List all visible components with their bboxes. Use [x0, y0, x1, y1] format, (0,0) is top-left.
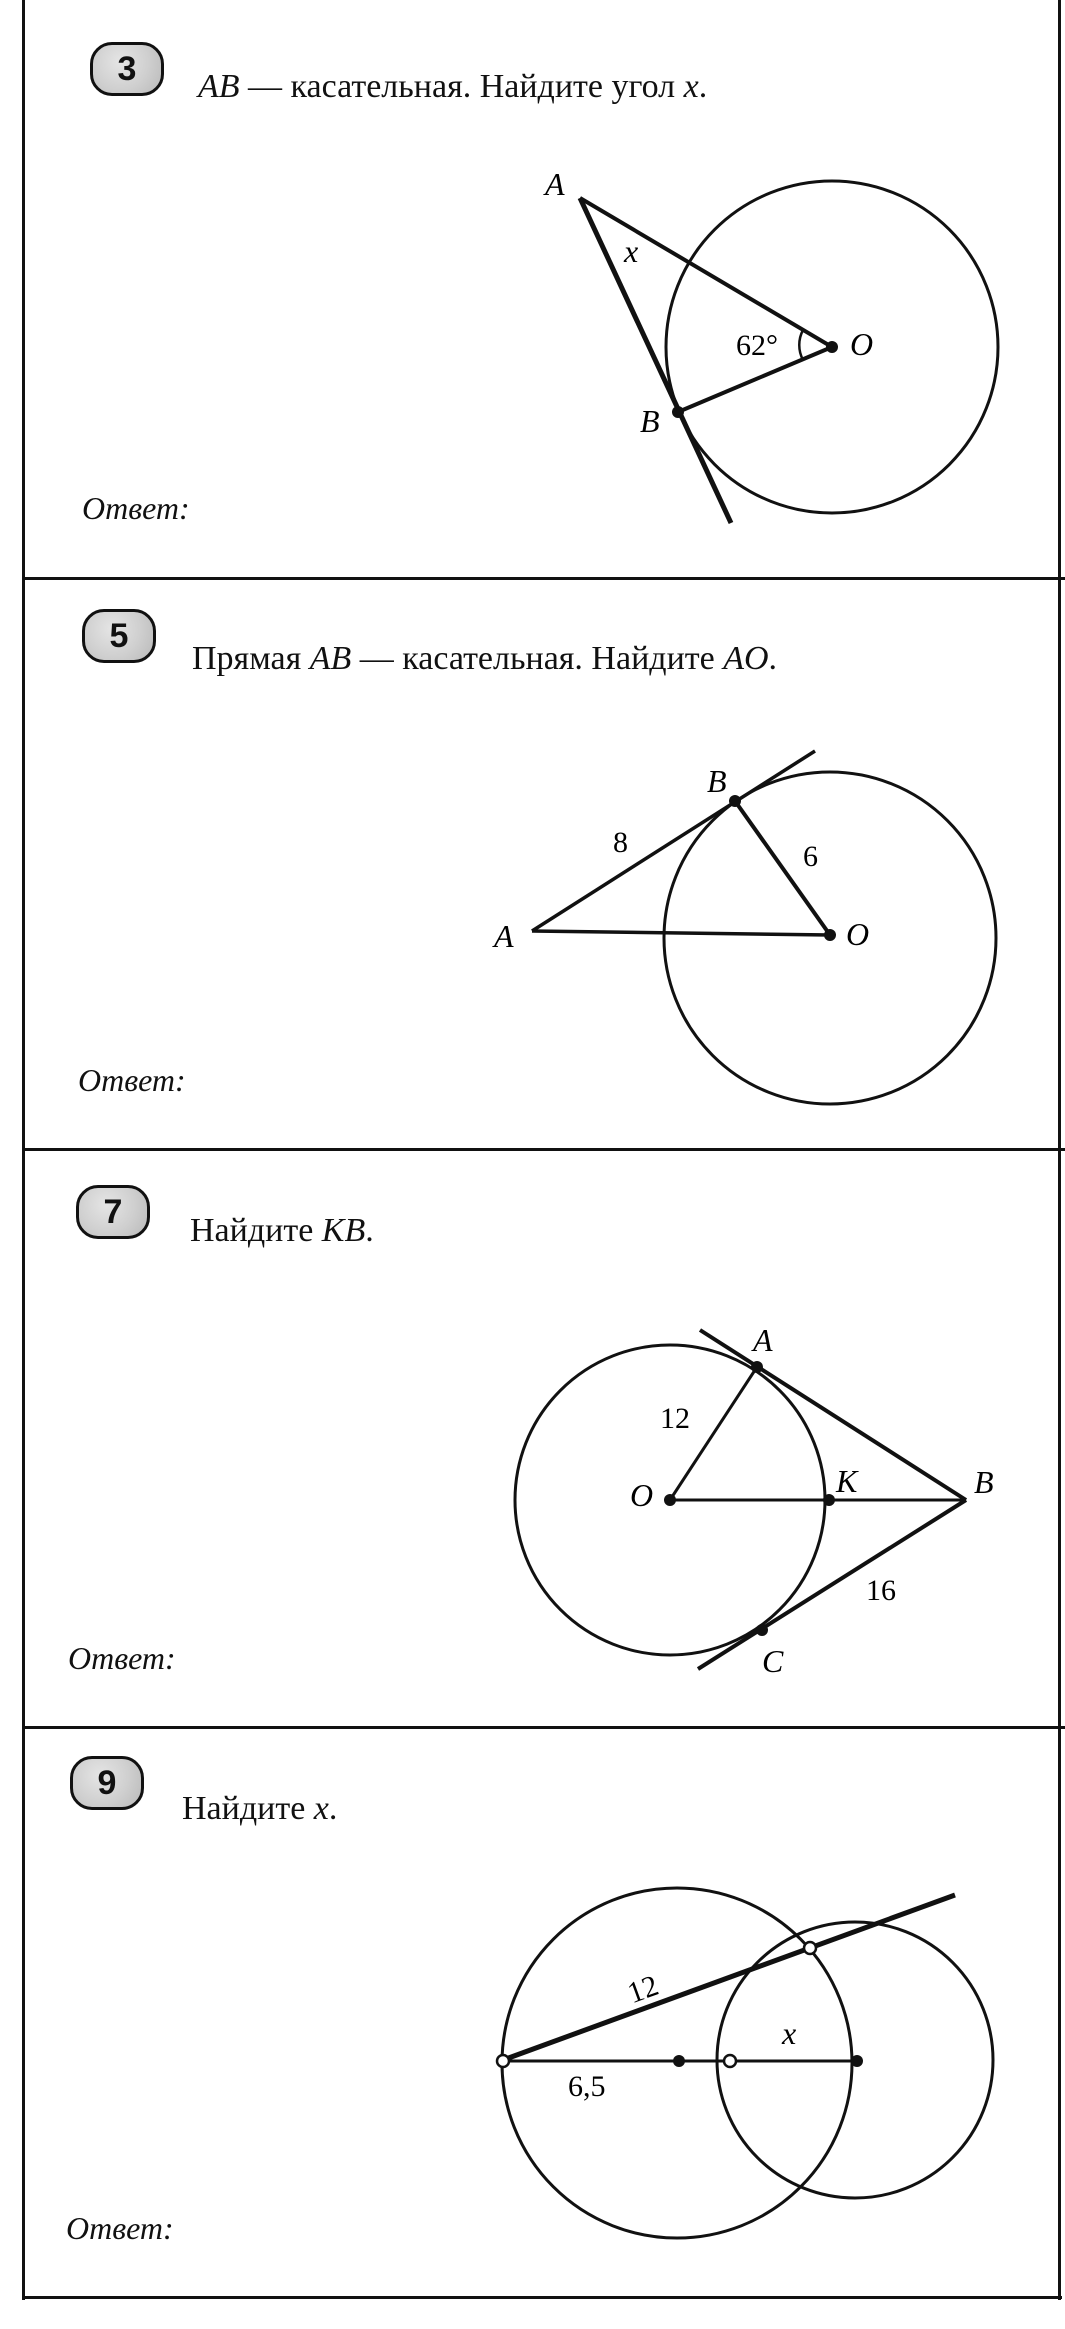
label-c: C: [762, 1643, 784, 1679]
problem-prompt: Найдите KB.: [190, 1212, 374, 1249]
answer-label: Ответ:: [78, 1062, 186, 1098]
problem-number-badge: 7: [76, 1185, 150, 1239]
small-center-point: [851, 2055, 863, 2067]
point-left: [497, 2055, 509, 2067]
label-ab-length: 8: [613, 826, 628, 859]
label-b: B: [640, 403, 660, 439]
point-inner: [724, 2055, 736, 2067]
label-chord-length: 12: [623, 1968, 663, 2011]
label-oa-length: 12: [660, 1402, 690, 1435]
label-o: O: [846, 916, 870, 952]
answer-label: Ответ:: [68, 1640, 176, 1676]
label-bo-length: 6: [803, 840, 818, 873]
label-b: B: [707, 763, 727, 799]
label-x: x: [624, 233, 639, 269]
intersection-point: [804, 1942, 816, 1954]
secant-line: [503, 1895, 955, 2060]
label-angle: 62°: [736, 329, 778, 362]
problem-number-badge: 3: [90, 42, 164, 96]
label-bc-length: 16: [866, 1574, 896, 1607]
problem-number-badge: 9: [70, 1756, 144, 1810]
label-a: A: [545, 166, 565, 202]
label-a: A: [494, 918, 514, 954]
problem-prompt: Прямая AB — касательная. Найдите AO.: [192, 640, 778, 677]
problem-prompt: AB — касательная. Найдите угол x.: [198, 68, 708, 105]
problem-prompt: Найдите x.: [182, 1790, 338, 1827]
problem-number-badge: 5: [82, 609, 156, 663]
large-center-point: [673, 2055, 685, 2067]
answer-label: Ответ:: [66, 2210, 174, 2246]
label-o: O: [630, 1477, 654, 1513]
label-x: x: [782, 2015, 797, 2051]
label-radius-length: 6,5: [568, 2070, 606, 2103]
label-a: A: [753, 1322, 773, 1358]
label-k: K: [836, 1463, 858, 1499]
label-b: B: [974, 1464, 994, 1500]
answer-label: Ответ:: [82, 490, 190, 526]
label-o: O: [850, 326, 874, 362]
